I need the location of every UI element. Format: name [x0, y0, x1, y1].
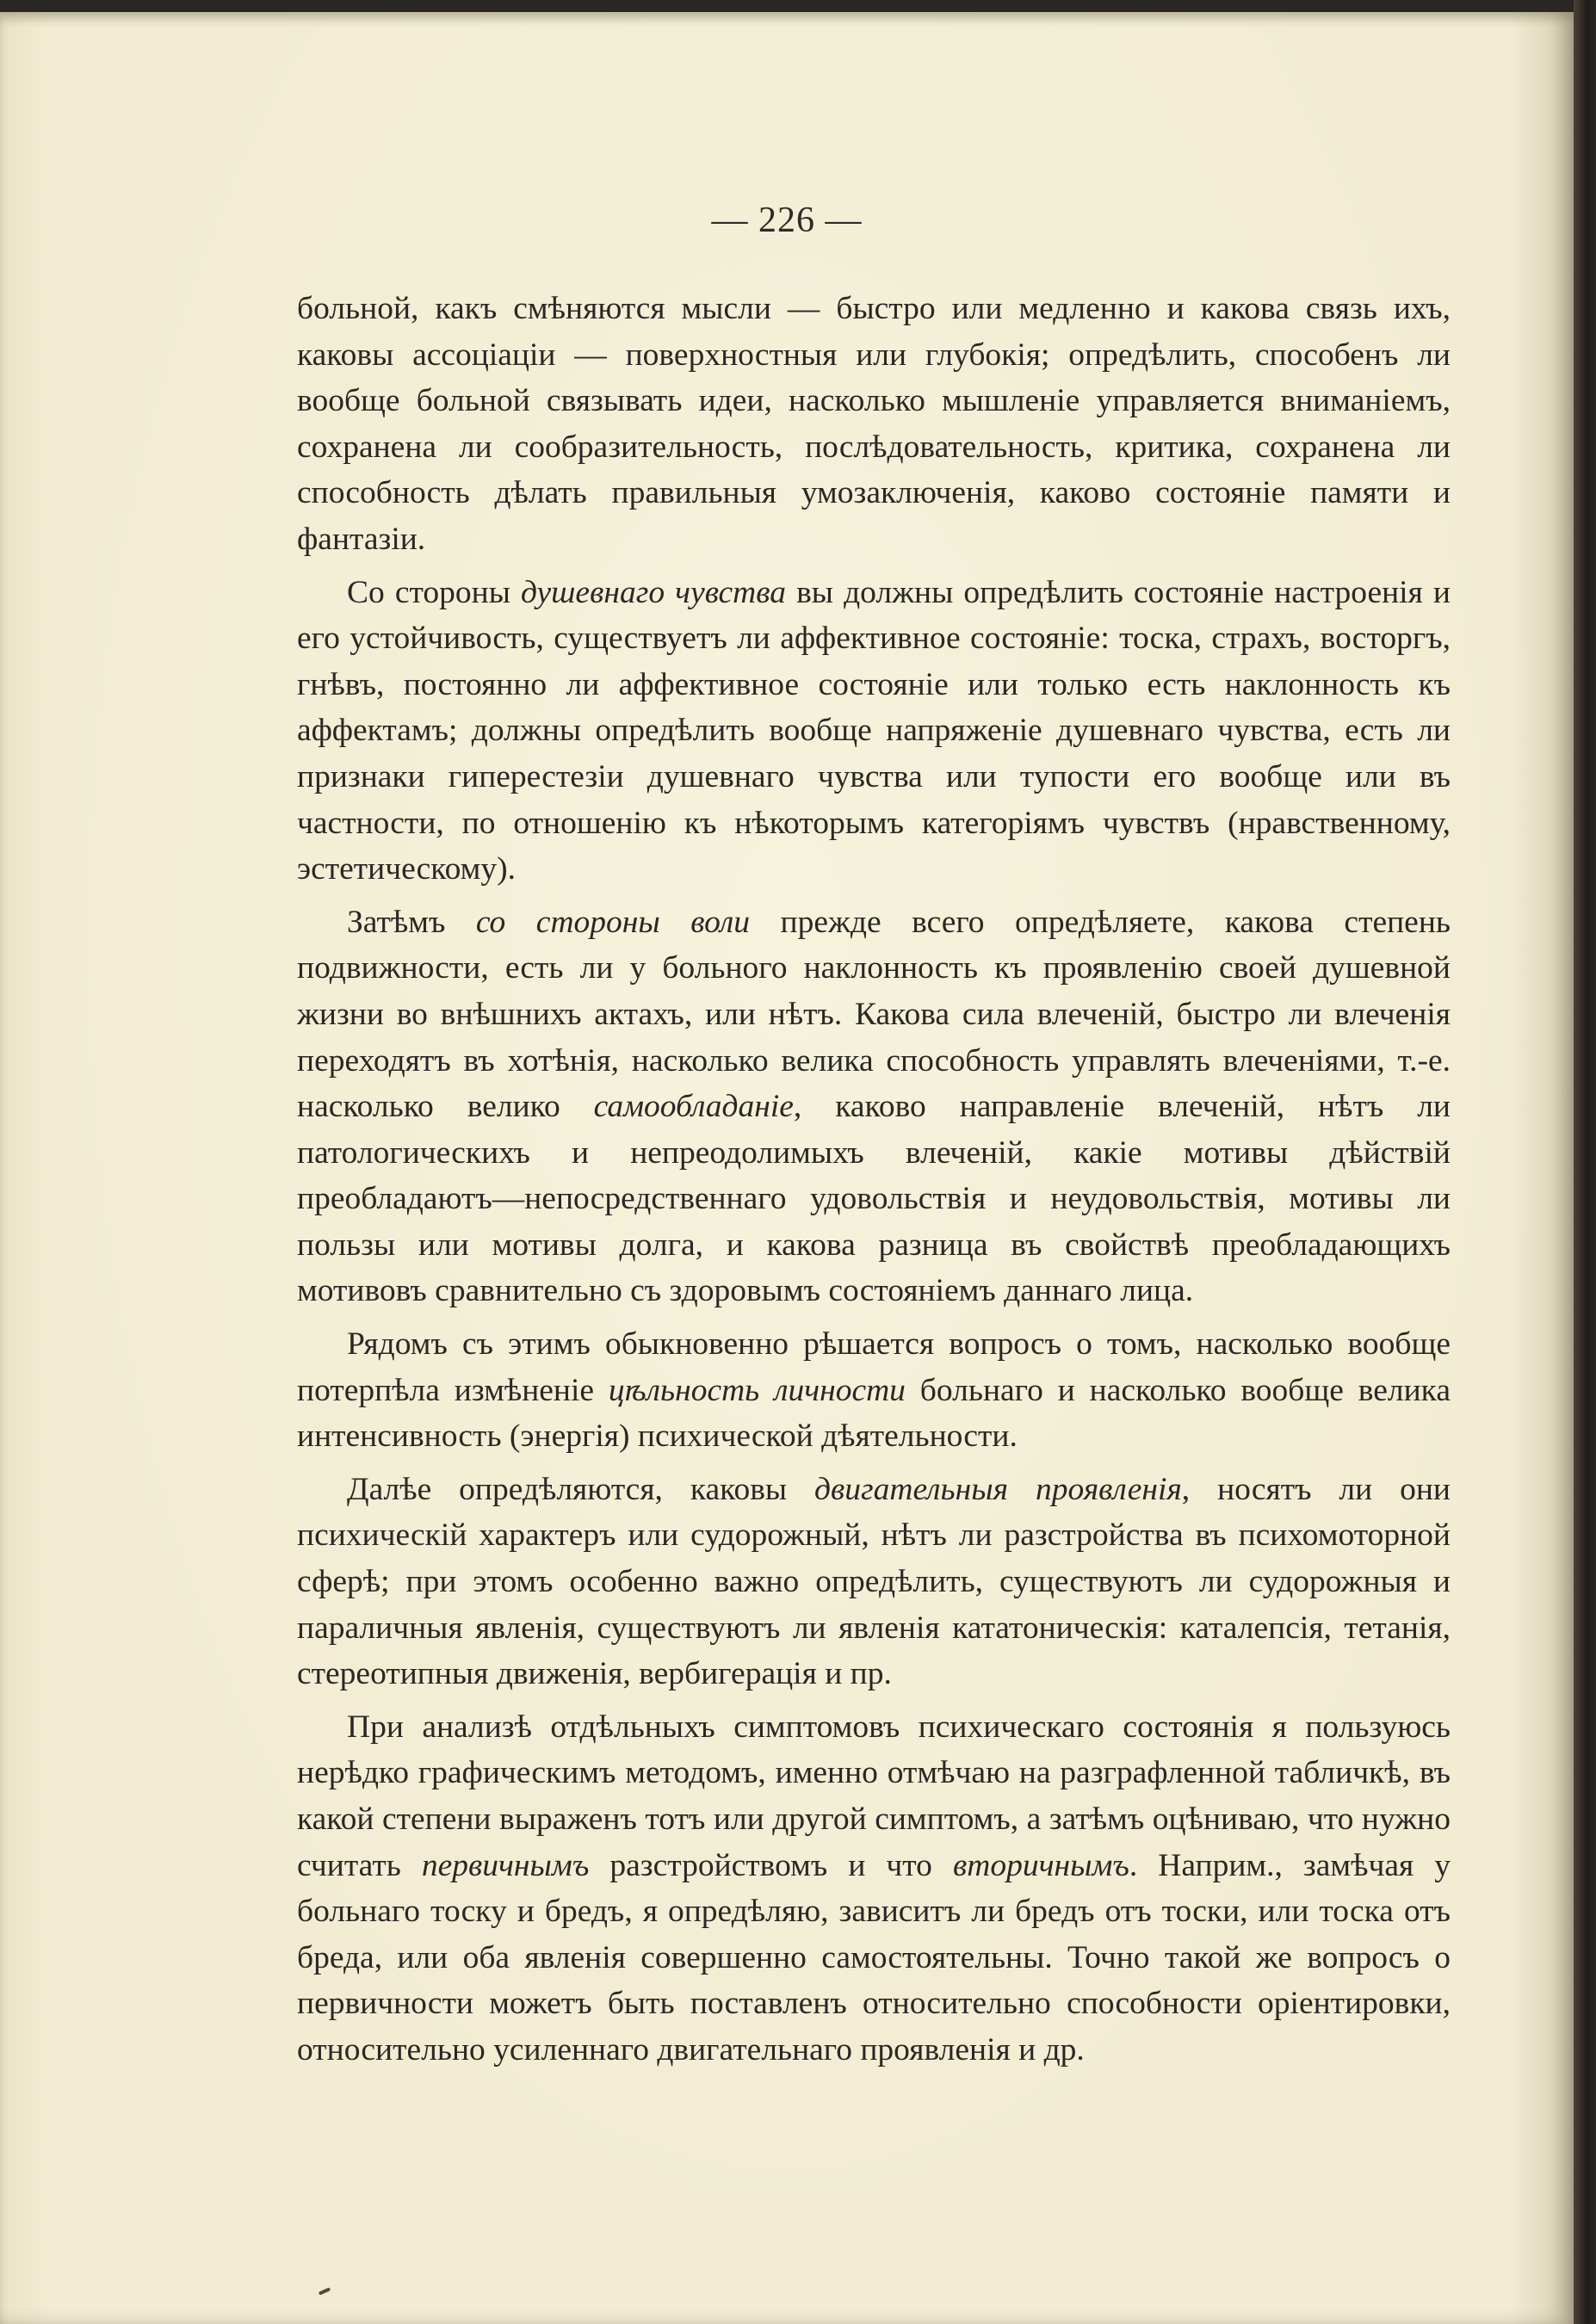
text-segment: больнаго и насколько вообще велика интенсивность (энергія) психической дѣятельности. [297, 1372, 1451, 1455]
text-segment: разстройствомъ и что [589, 1847, 953, 1883]
ink-speck [319, 2287, 331, 2295]
text-segment: , носятъ ли они психическій характеръ или судорожный, нѣтъ ли разстройства въ психомоторной сферѣ; при этомъ особенно важно опредѣлить, существуютъ ли судорожныя и параличныя явленія, существуютъ ли явленія кататоническія: каталепсія, тетанія, стереотипныя движенія, вербигерація и пр. [297, 1471, 1451, 1692]
emphasized-term: цѣльность личности [608, 1372, 906, 1408]
body-text [297, 286, 1451, 2074]
book-page [0, 12, 1574, 2324]
paragraph [297, 570, 1451, 893]
text-segment: вы должны опредѣлить состояніе настроенія и его устойчивость, существуетъ ли аффективное состояніе: тоска, страхъ, восторгъ, гнѣвъ, постоянно ли аффективное состояніе или только есть наклонность къ аффектамъ; должны опредѣлить вообще напряженіе душевнаго чувства, есть ли признаки гиперестезіи душевнаго чувства или тупости его вообще или въ частности, по отношенію къ нѣкоторымъ категоріямъ чувствъ (нравственному, эстетическому). [297, 574, 1451, 887]
emphasized-term: душевнаго чувства [521, 574, 786, 610]
text-segment: Рядомъ съ этимъ обыкновенно рѣшается вопросъ о томъ, насколько вообще потерпѣла измѣненіе [297, 1326, 1451, 1408]
paragraph [297, 1321, 1451, 1460]
paragraph [297, 286, 1451, 563]
text-segment: прежде всего опредѣляете, какова степень подвижности, есть ли у больного наклонность къ проявленію своей душевной жизни во внѣшнихъ актахъ, или нѣтъ. Какова сила влеченій, быстро ли влеченія переходятъ въ хотѣнія, насколько велика способность управлять влеченіями, т.-е. насколько велико [297, 904, 1451, 1125]
text-segment: больной, какъ смѣняются мысли — быстро или медленно и какова связь ихъ, каковы ассоціаціи — поверхностныя или глубокія; опредѣлить, способенъ ли вообще больной связывать идеи, насколько мышленіе управляется вниманіемъ, сохранена ли сообразительность, послѣдовательность, критика, сохранена ли способность дѣлать правильныя умозаключенія, каково состояніе памяти и фантазіи. [297, 291, 1451, 557]
paragraph [297, 1704, 1451, 2074]
emphasized-term: двигательныя проявленія [814, 1471, 1182, 1507]
paragraph [297, 1467, 1451, 1697]
book-spine-edge [1574, 0, 1596, 2324]
text-segment: Затѣмъ [347, 904, 476, 940]
text-segment: Со стороны [347, 574, 521, 610]
emphasized-term: вторичнымъ [952, 1847, 1129, 1883]
text-segment: , каково направленіе влеченій, нѣтъ ли патологическихъ и непреодолимыхъ влеченій, какіе мотивы дѣйствій преобладаютъ—непосредственнаго удовольствія и неудовольствія, мотивы ли пользы или мотивы долга, и какова разница въ свойствѣ преобладающихъ мотивовъ сравнительно съ здоровымъ состояніемъ даннаго лица. [297, 1089, 1451, 1309]
page-number: — 226 — [711, 201, 863, 240]
emphasized-term: со стороны воли [475, 904, 750, 940]
text-segment: . Наприм., замѣчая у больнаго тоску и бредъ, я опредѣляю, зависитъ ли бредъ отъ тоски, или тоска отъ бреда, или оба явленія совершенно самостоятельны. Точно такой же вопросъ о первичности можетъ быть поставленъ относительно способности оріентировки, относительно усиленнаго двигательнаго проявленія и др. [297, 1847, 1451, 2067]
text-segment: Далѣе опредѣляются, каковы [347, 1471, 815, 1507]
emphasized-term: первичнымъ [421, 1847, 590, 1883]
paragraph [297, 899, 1451, 1314]
emphasized-term: самообладаніе [593, 1089, 794, 1125]
text-segment: При анализѣ отдѣльныхъ симптомовъ психическаго состоянія я пользуюсь нерѣдко графическимъ методомъ, именно отмѣчаю на разграфленной табличкѣ, въ какой степени выраженъ тотъ или другой симптомъ, а затѣмъ оцѣниваю, что нужно считать [297, 1709, 1451, 1883]
